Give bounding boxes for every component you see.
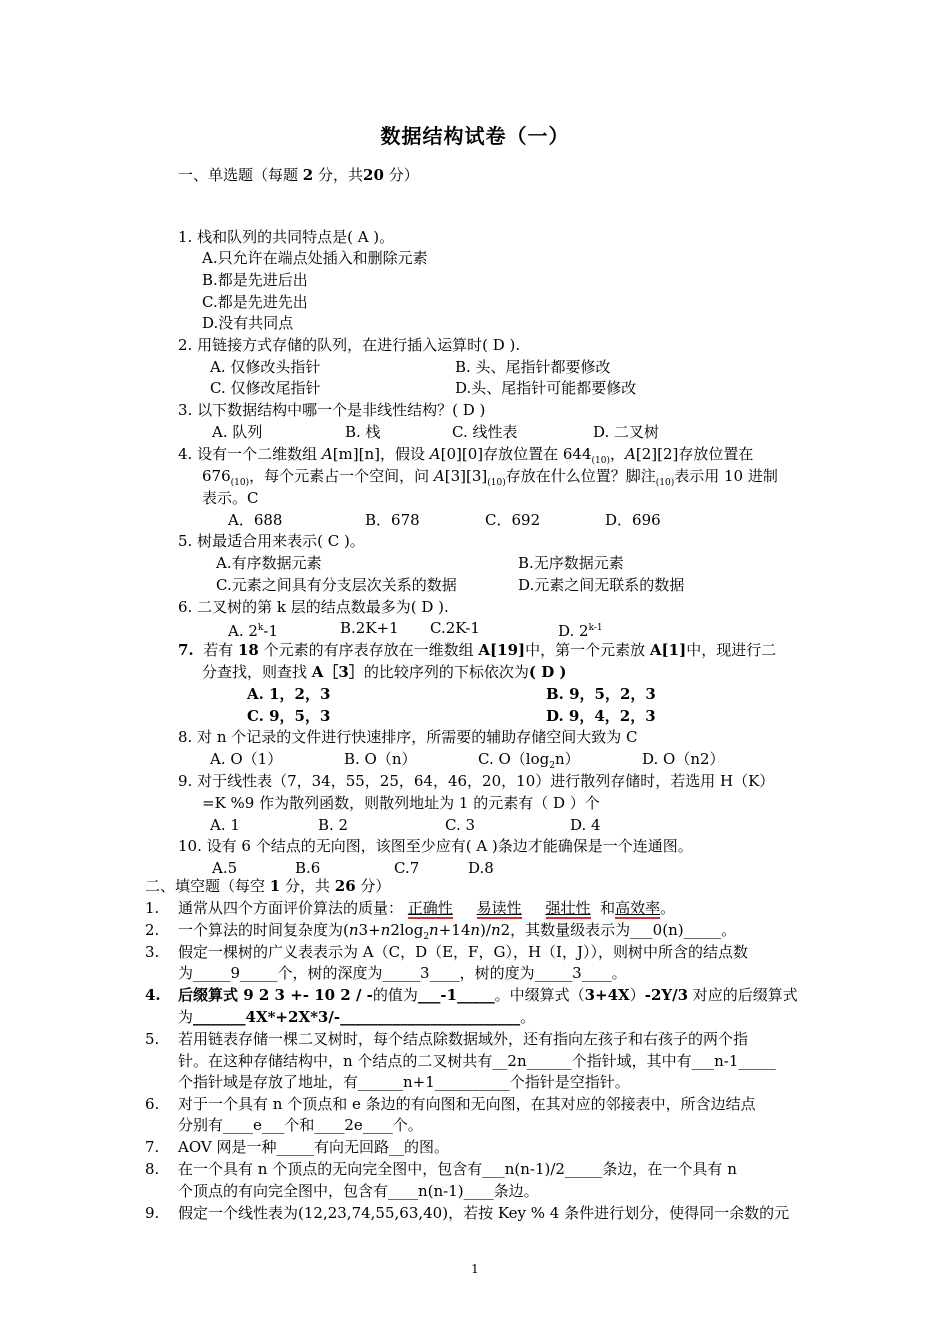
question-1-option-c: C.都是先进先出: [202, 293, 308, 311]
question-6-option-a: A. 2$^k$-1: [228, 622, 279, 640]
question-1-option-b: B.都是先进后出: [202, 271, 308, 289]
fill-7-text: AOV 网是一种_____有向无回路__的图。: [178, 1138, 449, 1156]
page-title: 数据结构试卷（一）: [380, 124, 570, 148]
question-5-option-b: B.无序数据元素: [518, 554, 624, 572]
question-1-option-a: A.只允许在端点处插入和删除元素: [202, 249, 428, 267]
question-5-option-d: D.元素之间无联系的数据: [518, 576, 685, 594]
fill-3-line-1: 假定一棵树的广义表表示为 A（C，D（E，F，G），H（I，J）），则树中所含的结点数: [178, 943, 748, 961]
question-9-stem-line-2: =K %9 作为散列函数，则散列地址为 1 的元素有（ D ）个: [202, 794, 600, 812]
question-1-stem: 1. 栈和队列的共同特点是( A )。: [178, 228, 395, 246]
fill-9-number: 9.: [145, 1204, 160, 1222]
question-6-option-c: C.2K-1: [430, 619, 480, 637]
question-3-stem: 3. 以下数据结构中哪一个是非线性结构？( D ): [178, 401, 486, 419]
fill-8-line-2: 个顶点的有向完全图中，包含有____n(n-1)____条边。: [178, 1182, 539, 1200]
fill-6-number: 6.: [145, 1095, 160, 1113]
question-3-option-d: D. 二叉树: [593, 423, 660, 441]
question-9-option-b: B. 2: [318, 816, 349, 834]
question-9-option-a: A. 1: [210, 816, 240, 834]
fill-7-number: 7.: [145, 1138, 160, 1156]
question-4-option-a: A．688: [228, 511, 283, 529]
question-10-option-a: A.5: [212, 859, 238, 877]
question-8-option-a: A. O（1）: [210, 750, 283, 768]
fill-5-number: 5.: [145, 1030, 160, 1048]
question-6-stem: 6. 二叉树的第 k 层的结点数最多为( D ).: [178, 598, 449, 616]
question-8-stem: 8. 对 n 个记录的文件进行快速排序，所需要的辅助存储空间大致为 C: [178, 728, 638, 746]
fill-5-line-3: 个指针域是存放了地址，有______n+1__________个指针是空指针。: [178, 1073, 630, 1091]
question-5-option-a: A.有序数据元素: [216, 554, 322, 572]
question-2-stem: 2. 用链接方式存储的队列，在进行插入运算时( D ).: [178, 336, 521, 354]
question-7-option-a: A. 1，2，3: [247, 685, 331, 703]
question-9-option-c: C. 3: [445, 816, 476, 834]
question-2-option-c: C. 仅修改尾指针: [210, 379, 321, 397]
question-4-stem-line-2: $676_{(10)}$，每个元素占一个空间，问 $A[3][3]_{(10)}$存放在什么位置？脚注$_{(10)}$表示用 10 进制: [202, 467, 778, 488]
page-number: 1: [471, 1262, 479, 1276]
fill-9-text: 假定一个线性表为(12,23,74,55,63,40)，若按 Key % 4 条件进行划分，使得同一余数的元: [178, 1204, 790, 1222]
question-7-option-b: B. 9，5，2，3: [546, 685, 656, 703]
question-3-option-c: C. 线性表: [452, 423, 518, 441]
fill-8-number: 8.: [145, 1160, 160, 1178]
question-10-option-d: D.8: [468, 859, 494, 877]
question-7-option-d: D. 9，4，2，3: [546, 707, 656, 725]
question-9-stem-line-1: 9. 对于线性表（7，34，55，25，64，46，20，10）进行散列存储时，若选用 H（K）: [178, 772, 775, 790]
question-8-option-d: D. O（n2）: [642, 750, 725, 768]
question-4-option-d: D．696: [605, 511, 661, 529]
section-heading-fill-in: 二、填空题（每空 1 分，共 26 分）: [145, 877, 391, 895]
fill-4-number: 4.: [145, 986, 161, 1004]
question-10-option-c: C.7: [394, 859, 420, 877]
fill-2-number: 2.: [145, 921, 160, 939]
question-3-option-b: B. 栈: [345, 423, 381, 441]
question-8-option-b: B. O（n）: [344, 750, 417, 768]
question-4-option-b: B．678: [365, 511, 420, 529]
question-2-option-d: D.头、尾指针可能都要修改: [455, 379, 637, 397]
fill-3-line-2: 为_____9_____个，树的深度为_____3____，树的度为_____3____。: [178, 964, 627, 982]
question-5-option-c: C.元素之间具有分支层次关系的数据: [216, 576, 457, 594]
question-9-option-d: D. 4: [570, 816, 601, 834]
question-10-stem: 10. 设有 6 个结点的无向图，该图至少应有( A )条边才能确保是一个连通图。: [178, 837, 693, 855]
question-6-option-d: D. 2$^{k-1}$: [558, 622, 603, 640]
question-8-option-c: C. $O(\log_2n)$: [478, 750, 580, 771]
question-7-stem-line-1: 7. 若有 18 个元素的有序表存放在一维数组 A[19]中，第一个元素放 A[1]中，现进行二: [178, 641, 777, 659]
question-3-option-a: A. 队列: [212, 423, 263, 441]
fill-5-line-2: 针。在这种存储结构中，n 个结点的二叉树共有__2n______个指针域，其中有___n-1_____: [178, 1052, 776, 1070]
question-7-stem-line-2: 分查找，则查找 A［3］的比较序列的下标依次为( D ): [202, 663, 567, 681]
question-1-option-d: D.没有共同点: [202, 314, 294, 332]
fill-6-line-2: 分别有____e___个和____2e____个。: [178, 1116, 423, 1134]
fill-8-line-1: 在一个具有 n 个顶点的无向完全图中，包含有___n(n-1)/2_____条边，在一个具有 n: [178, 1160, 737, 1178]
fill-5-line-1: 若用链表存储一棵二叉树时，每个结点除数据域外，还有指向左孩子和右孩子的两个指: [178, 1030, 749, 1048]
section-heading-single-choice: 一、单选题（每题 2 分，共20 分）: [178, 166, 419, 184]
fill-3-number: 3.: [145, 943, 160, 961]
fill-1-number: 1.: [145, 899, 160, 917]
fill-2-text: 一个算法的时间复杂度为$(n3+n2\log_2n+14n)/n2$，其数量级表示为___0(n)_____。: [178, 921, 737, 942]
question-6-option-b: B.2K+1: [340, 619, 399, 637]
question-4-stem-line-1: 4. 设有一个二维数组 A[m][n]，假设 A[0][0]存放位置在 $644_{(10)}$，A[2][2]存放位置在: [178, 445, 754, 466]
question-5-stem: 5. 树最适合用来表示( C )。: [178, 532, 365, 550]
question-4-stem-line-3: 表示。C: [202, 489, 259, 507]
fill-4-line-1: 后缀算式 9 2 3 +- 10 2 / -的值为___-1_____。中缀算式（3+4X）-2Y/3 对应的后缀算式: [178, 986, 798, 1004]
fill-6-line-1: 对于一个具有 n 个顶点和 e 条边的有向图和无向图，在其对应的邻接表中，所含边结点: [178, 1095, 756, 1113]
question-10-option-b: B.6: [295, 859, 321, 877]
question-7-option-c: C. 9，5，3: [247, 707, 331, 725]
question-2-option-b: B. 头、尾指针都要修改: [455, 358, 611, 376]
fill-4-line-2: 为_______4X*+2X*3/-________________________。: [178, 1008, 536, 1026]
question-2-option-a: A. 仅修改头指针: [210, 358, 321, 376]
fill-1-text: 通常从四个方面评价算法的质量： 正确性 易读性 强壮性 和高效率。: [178, 899, 676, 917]
question-4-option-c: C．692: [485, 511, 541, 529]
